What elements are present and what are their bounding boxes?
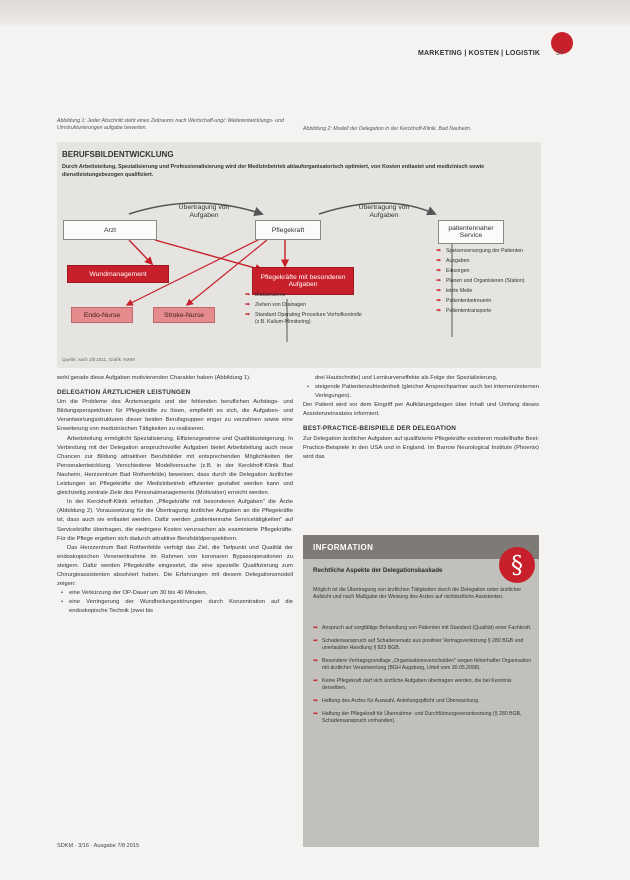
diagram-description: Durch Arbeitsteilung, Spezialisierung und Professionalisierung wird der Medizinbetrieb ablauforganisatorisch optimiert, von Kosten entlastet und medizinisch sowie dienstleistungsbezogen qualifiziert.: [62, 164, 485, 178]
service-task-list: [436, 248, 538, 318]
body-column-right: [303, 374, 539, 462]
bullet-item: • eine Verringerung der Wundheilungsstörungen durch Konzentration auf die endoskopische Technik (zwei bis: [65, 598, 293, 616]
body-paragraph: In der Kerckhoff-Klinik erhielten „Pflegekräfte mit besonderen Aufgaben" die Ärzte (Abbildung 2). Voraussetzung für die Übertragung ärztlicher Aufgaben an die Pflegekräfte ist, dass auch sie entlastet werden. Dafür werden „patientennahe Servicetätigkeiten" auf Servicekräfte übertragen, die niedrigere Kosten verursachen als examinierte Pflegekräfte. Für die Pflege ergeben sich dadurch attraktive Berufsbildperspektiven.: [57, 499, 293, 542]
arrow-label-right: Übertragung von Aufgaben: [358, 204, 410, 219]
section-heading: BEST-PRACTICE-BEISPIELE DER DELEGATION: [303, 425, 457, 433]
bullet-list: [303, 383, 539, 401]
section-header: MARKETING | KOSTEN | LOGISTIK: [418, 50, 541, 57]
box-stroke-nurse: Stroke-Nurse: [153, 307, 215, 323]
service-task-item: ➡ Speisenversorgung der Patienten: [436, 248, 538, 255]
page-footer: SDKM · 3/16 · Ausgabe 7/8 2015: [57, 843, 140, 849]
diagram-title: BERUFSBILDENTWICKLUNG: [62, 150, 174, 159]
box-pflegekraft: Pflegekraft: [255, 220, 321, 240]
information-list: [313, 625, 535, 731]
page-number: 37: [556, 50, 564, 57]
paragraph-icon: §: [499, 547, 535, 583]
information-title: INFORMATION: [313, 543, 374, 552]
body-paragraph: drei Hautschnitte) und Lernkurveneffekte als Folge der Spezialisierung,: [315, 375, 498, 381]
bullet-item: • steigende Patientenzufriedenheit (gleicher Ansprechpartner auch bei internen/externen Verlegungen).: [311, 383, 539, 401]
caption-figure-1: Abbildung 1: Jeder Abschnitt steht eines Zeitraums nach Wertschaff-ung/: Weiterentwicklungs- und Umstrukturierungen aufgabe bewerten.: [57, 118, 284, 131]
top-strip: [0, 0, 630, 26]
arrow-label-left: Übertragung von Aufgaben: [178, 204, 230, 219]
service-task-item: ➡ Patientenbetreuerin: [436, 298, 538, 305]
service-task-item: ➡ Patiententransporte: [436, 308, 538, 315]
information-item: ➡ Haftung der Pflegekraft für Übernahme- und Durchführungsverantwortung (§ 280 BGB, Schadensanspruch vorhanden).: [313, 711, 535, 725]
box-service: patientennaher Service: [438, 220, 504, 244]
information-intro: Möglich ist die Übertragung von ärztlichen Tätigkeiten durch die Delegation unter ärztlicher Aufsicht und nach Maßgabe der Weisung des Arztes auf nichtärztliche Assistenten.: [313, 587, 522, 600]
delegation-diagram: [57, 142, 541, 368]
caption-figure-2: Abbildung 2: Modell der Delegation in der Kerckhoff-Klinik, Bad Nauheim.: [303, 126, 472, 132]
section-heading: DELEGATION ÄRZTLICHER LEISTUNGEN: [57, 389, 191, 397]
box-arzt: Arzt: [63, 220, 157, 240]
service-task-item: ➡ Einsorgen: [436, 268, 538, 275]
service-task-item: ➡ letzte Meile: [436, 288, 538, 295]
body-paragraph: Der Patient wird vor dem Eingriff per Aufklärungsbogen über Inhalt und Umfang dieses Assistenzeinsatzes informiert.: [303, 402, 539, 418]
mid-task-item: ➡ Standard Operating Procedure Vorhofkontrolle (z.B. Kalium-Monitoring): [245, 312, 365, 326]
information-item: ➡ Haftung des Arztes für Auswahl, Anleitungspflicht und Überwachung.: [313, 698, 535, 705]
body-paragraph: Um die Probleme des Ärztemangels und der fehlenden beruflichen Aufstiegs- und Bildungsperspektiven für Pflegekräfte zu lösen, empfiehlt es sich, die Aufgaben- und Verantwortungsstrukturen dieser beiden Berufsgruppen enger zu verzahnen sowie eine Erweiterung von medizinischen Tätigkeiten zu realisieren.: [57, 399, 293, 433]
diagram-source: Quelle: nach Zill 2011, Grafik: KWM: [62, 357, 135, 362]
information-box: [303, 535, 539, 847]
service-task-item: ➡ Planen und Organisieren (Station): [436, 278, 538, 285]
body-paragraph: Das Herzzentrum Bad Rothenfelde verfolgt das Ziel, die Tiefpunkt und Qualität der endoskopischen Venenentnahme im Rahmen von koronaren Bypassoperationen zu steigern. Dafür werden Pflegekräfte eingesetzt, die eine spezielle Qualifizierung zum Chirurgieassistenten absolviert haben. Die Erfahrungen mit diesem Delegationsmodell zeigen:: [57, 544, 293, 588]
box-endo-nurse: Endo-Nurse: [71, 307, 133, 323]
box-wundmanagement: Wundmanagement: [67, 265, 169, 283]
information-item: ➡ Anspruch auf sorgfältige Behandlung von Patienten mit Standard (Qualität) einer Fachkraft.: [313, 625, 535, 632]
information-item: ➡ Schadensanspruch auf Schadenersatz aus positiver Vertragsverletzung § 280 BGB und unerlaubter Handlung § 823 BGB.: [313, 638, 535, 652]
mid-task-list: [245, 292, 365, 329]
information-item: ➡ Keine Pflegekraft darf sich ärztliche Aufgaben übertragen werden, die bei Kenntnis derselben.: [313, 678, 535, 692]
mid-task-item: ➡ Ziehen von Drainagen: [245, 302, 365, 309]
bullet-item: • eine Verkürzung der OP-Dauer um 30 bis 40 Minuten,: [65, 589, 293, 598]
body-paragraph: Zur Delegation ärztlicher Aufgaben auf qualifizierte Pflegekräfte existieren modellhafte Best-Practice-Beispiele in den USA und in England. Im Barrow Neurological Institute (Phoenix) wird das: [303, 435, 539, 460]
information-subtitle: Rechtliche Aspekte der Delegationskaskade: [313, 567, 443, 574]
body-column-left: [57, 374, 293, 616]
mid-task-item: ➡ Blutabnahme: [245, 292, 365, 299]
service-task-item: ➡ Ausgaben: [436, 258, 538, 265]
information-item: ➡ Besondere Vertragsgrundlage „Organisationsverschulden" wegen fehlerhafter Organisation mit ärztlicher Verantwortung (BGH Augsburg, Urteil vom 30.05.2008).: [313, 658, 535, 672]
box-pflegekraefte-besondere-aufgaben: Pflegekräfte mit besonderen Aufgaben: [252, 267, 354, 295]
body-paragraph: wohl gerade diese Aufgaben motivierenden Charakter haben (Abbildung 1).: [57, 375, 251, 381]
bullet-list: [57, 589, 293, 616]
body-paragraph: Arbeitsteilung ermöglicht Spezialisierung, Effizienzgewinne und Qualitätssteigerung. In Verbindung mit der Delegation anspruchsvoller Aufgaben bietet Arbeitsteilung auch neue Chancen zur Bildung attraktiver Berufsbilder mit entsprechenden Möglichkeiten der Personalentwicklung. Verschiedene Modellversuche (z.B. in der Kerckhoff-Klinik Bad Nauheim, Herzzentrum Bad Rothenfelde) beweisen, dass durch die Delegation ärztlicher Leistungen an Pflegekräfte der Medizinbetrieb effizienter gestaltet werden kann und gleichzeitig zentrale Ziele des Personalmanagements (Motivation) erreicht werden.: [57, 435, 293, 497]
